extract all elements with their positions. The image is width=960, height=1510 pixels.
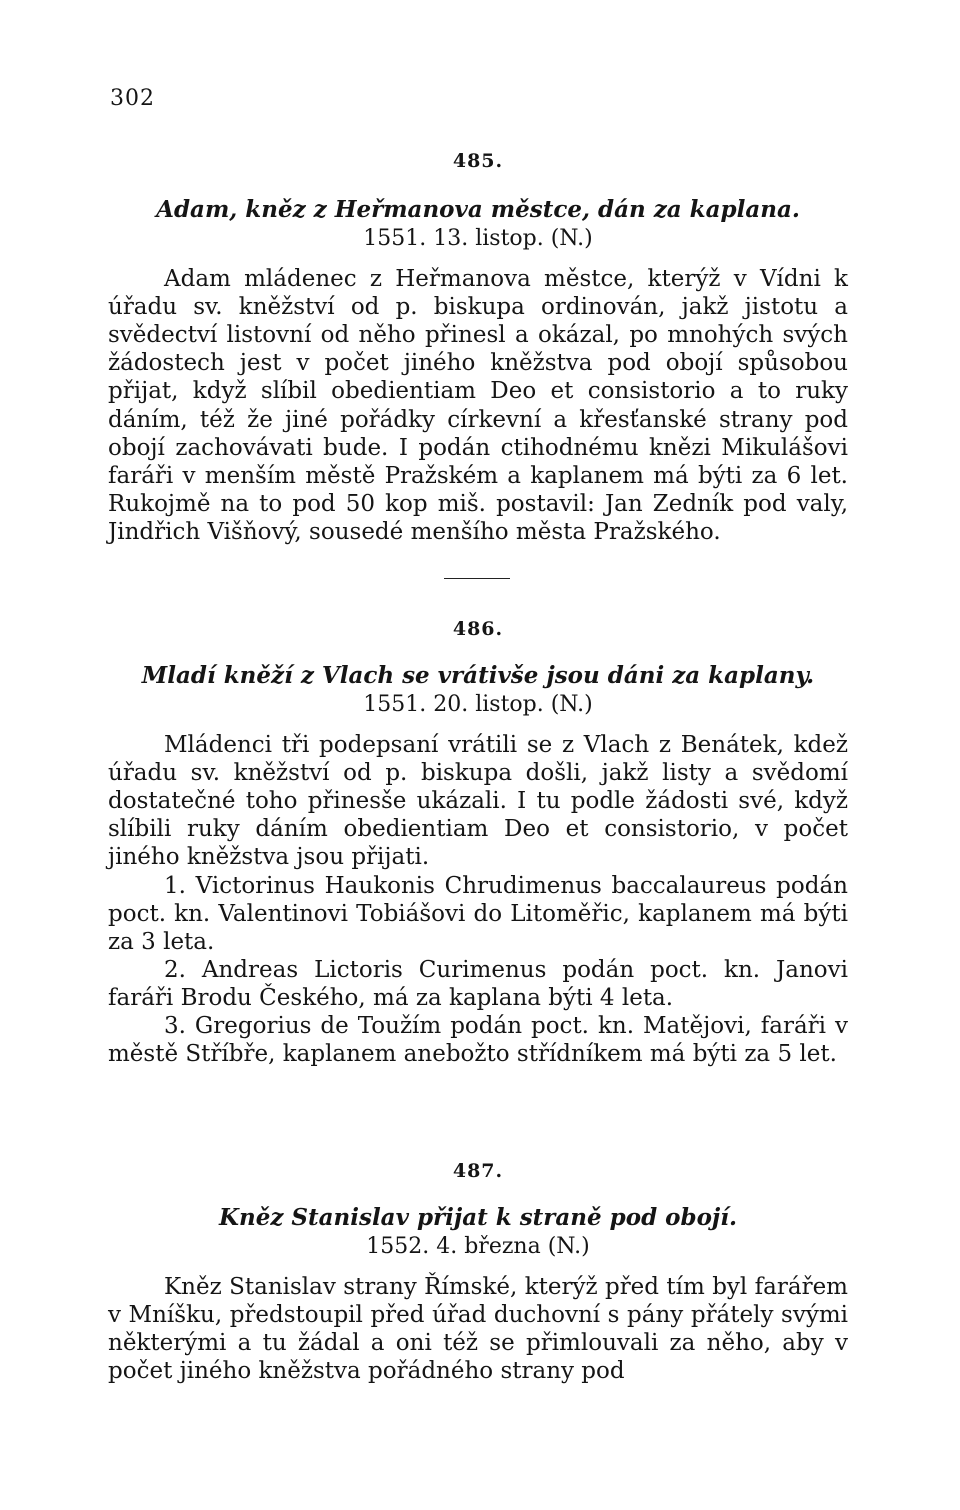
entry-date: 1551. 20. listop. (N.): [363, 691, 593, 717]
entry-body: [108, 731, 848, 1068]
entry-title: Mladí kněží z Vlach se vrátivše jsou dáni za kaplany.: [141, 661, 815, 689]
entry-title: Kněz Stanislav přijat k straně pod obojí.: [218, 1203, 737, 1231]
entry-number: 487.: [452, 1160, 504, 1182]
entry-487: [108, 1160, 848, 1385]
entry-paragraph: Adam mládenec z Heřmanova městce, kterýž v Vídni k úřadu sv. kněžství od p. biskupa ordinován, jakž jistotu a svědectví listovní od něho přinesl a okázal, po mnohých svých žádostech jest v počet jiného kněžstva pod obojí spůsobou přijat, když slíbil obedientiam Deo et consistorio a to ruky dáním, též že jiné pořádky církevní a křesťanské strany pod obojí zachovávati bude. I podán ctihodnému knězi Mikulášovi faráři v menším městě Pražském a kaplanem má býti za 6 let. Rukojmě na to pod 50 kop miš. postavil: Jan Zedník pod valy, Jindřich Višňový, sousedé menšího města Pražského.: [108, 266, 848, 545]
entry-date: 1552. 4. března (N.): [366, 1233, 590, 1259]
entry-list-item: 2. Andreas Lictoris Curimenus podán poct. kn. Janovi faráři Brodu Českého, má za kaplana býti 4 leta.: [108, 956, 848, 1011]
entry-list-item: 3. Gregorius de Toužím podán poct. kn. Matějovi, faráři v městě Stříbře, kaplanem anebožto střídníkem má býti za 5 let.: [108, 1012, 848, 1067]
entry-title: Adam, kněz z Heřmanova městce, dán za kaplana.: [156, 195, 800, 223]
entry-number: 485.: [452, 150, 504, 172]
page-number: 302: [110, 86, 155, 111]
entry-date: 1551. 13. listop. (N.): [363, 225, 593, 251]
entry-485: [108, 150, 848, 546]
entry-paragraph: Kněz Stanislav strany Římské, kterýž před tím byl farářem v Mníšku, předstoupil před úřad duchovní s pány přátely svými některými a tu žádal a oni též se přimlouvali za něho, aby v počet jiného kněžstva pořádného strany pod: [108, 1274, 848, 1385]
entry-number: 486.: [452, 618, 504, 640]
entry-body: [108, 265, 848, 545]
section-separator: [444, 578, 510, 579]
entry-list-item: 1. Victorinus Haukonis Chrudimenus baccalaureus podán poct. kn. Valentinovi Tobiášovi do Litoměřic, kaplanem má býti za 3 leta.: [108, 872, 848, 955]
entry-paragraph: Mládenci tři podepsaní vrátili se z Vlach z Benátek, kdež úřadu sv. kněžství od p. biskupa došli, jakž listy a svědomí dostatečné toho přinesše ukázali. I tu podle žádosti své, když slíbili ruky dáním obedientiam Deo et consistorio, v počet jiného kněžstva jsou přijati.: [108, 732, 848, 871]
entry-body: [108, 1273, 848, 1385]
entry-486: [108, 618, 848, 1068]
